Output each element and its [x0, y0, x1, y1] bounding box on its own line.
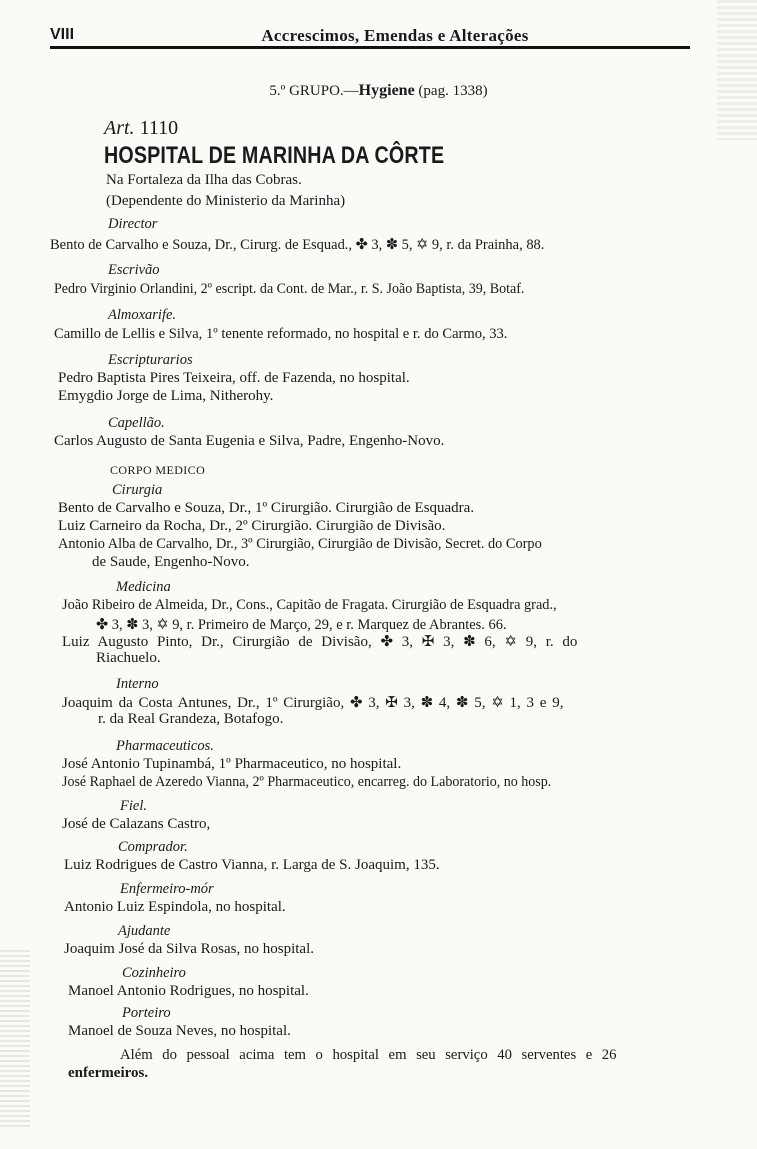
line-pharm-2: José Raphael de Azeredo Vianna, 2º Pharmaceutico, encarreg. do Laboratorio, no hosp. [62, 774, 552, 790]
article-dependency: (Dependente do Ministerio da Marinha) [106, 193, 346, 209]
role-medicina: Medicina [116, 579, 171, 595]
line-medicina-1: João Ribeiro de Almeida, Dr., Cons., Capitão de Fragata. Cirurgião de Esquadra grad., [62, 597, 557, 613]
article-number [104, 117, 178, 140]
section-corpo-medico: CORPO MEDICO [110, 463, 206, 477]
line-escripturario-2: Emygdio Jorge de Lima, Nitherohy. [58, 388, 274, 404]
line-porteiro: Manoel de Souza Neves, no hospital. [68, 1023, 291, 1039]
line-enfermeiro-mor: Antonio Luiz Espindola, no hospital. [64, 899, 286, 915]
article-label: Art. [104, 117, 135, 139]
role-escrivao: Escrivão [108, 262, 160, 278]
closing-line-1: Além do pessoal acima tem o hospital em seu serviço 40 serventes e 26 [120, 1047, 617, 1063]
role-fiel: Fiel. [120, 798, 147, 814]
line-capellao: Carlos Augusto de Santa Eugenia e Silva, Padre, Engenho-Novo. [54, 433, 445, 449]
line-comprador: Luiz Rodrigues de Castro Vianna, r. Larga de S. Joaquim, 135. [64, 857, 440, 873]
line-escrivao: Pedro Virginio Orlandini, 2º escript. da Cont. de Mar., r. S. João Baptista, 39, Botaf. [54, 281, 525, 297]
closing-line-2: enfermeiros. [68, 1065, 149, 1081]
line-cozinheiro: Manoel Antonio Rodrigues, no hospital. [68, 983, 309, 999]
article-location: Na Fortaleza da Ilha das Cobras. [106, 172, 302, 188]
line-cirurgia-1: Bento de Carvalho e Souza, Dr., 1º Cirurgião. Cirurgião de Esquadra. [58, 500, 475, 516]
article-num: 1110 [139, 117, 179, 139]
line-ajudante: Joaquim José da Silva Rosas, no hospital. [64, 941, 314, 957]
role-enfermeiro-mor: Enfermeiro-mór [120, 881, 214, 897]
line-fiel: José de Calazans Castro, [62, 816, 211, 832]
line-cirurgia-2: Luiz Carneiro da Rocha, Dr., 2º Cirurgião. Cirurgião de Divisão. [58, 518, 446, 534]
role-interno: Interno [116, 676, 159, 692]
line-medicina-4: Riachuelo. [96, 650, 161, 666]
article-title: HOSPITAL DE MARINHA DA CÔRTE [104, 142, 445, 169]
line-escripturario-1: Pedro Baptista Pires Teixeira, off. de Fazenda, no hospital. [58, 370, 410, 386]
scan-edge-noise [717, 0, 757, 140]
line-interno-2: r. da Real Grandeza, Botafogo. [98, 711, 284, 727]
line-medicina-2: ✤ 3, ✽ 3, ✡ 9, r. Primeiro de Março, 29, e r. Marquez de Abrantes. 66. [96, 617, 507, 633]
role-escripturarios: Escripturarios [108, 352, 193, 368]
page-header [50, 24, 690, 49]
line-cirurgia-4: de Saude, Engenho-Novo. [92, 554, 250, 570]
scan-left-noise [0, 950, 30, 1130]
group-name: Hygiene [358, 82, 415, 99]
role-almoxarife: Almoxarife. [108, 307, 177, 323]
role-pharmaceuticos: Pharmaceuticos. [116, 738, 214, 754]
page-number: VIII [50, 26, 75, 43]
role-cirurgia: Cirurgia [112, 482, 163, 498]
line-pharm-1: José Antonio Tupinambá, 1º Pharmaceutico, no hospital. [62, 756, 402, 772]
line-cirurgia-3: Antonio Alba de Carvalho, Dr., 3º Cirurgião, Cirurgião de Divisão, Secret. do Corpo [58, 536, 542, 552]
line-director: Bento de Carvalho e Souza, Dr., Cirurg. de Esquad., ✤ 3, ✽ 5, ✡ 9, r. da Prainha, 88. [50, 237, 545, 253]
role-director: Director [108, 216, 158, 232]
role-comprador: Comprador. [118, 839, 188, 855]
group-heading [0, 82, 757, 100]
line-almoxarife: Camillo de Lellis e Silva, 1º tenente reformado, no hospital e r. do Carmo, 33. [54, 326, 508, 342]
role-porteiro: Porteiro [122, 1005, 171, 1021]
line-medicina-3: Luiz Augusto Pinto, Dr., Cirurgião de Divisão, ✤ 3, ✠ 3, ✽ 6, ✡ 9, r. do [62, 634, 578, 650]
role-capellao: Capellão. [108, 415, 165, 431]
running-title: Accrescimos, Emendas e Alterações [261, 26, 529, 45]
line-interno-1: Joaquim da Costa Antunes, Dr., 1º Cirurgião, ✤ 3, ✠ 3, ✽ 4, ✽ 5, ✡ 1, 3 e 9, [62, 695, 564, 711]
group-prefix: 5.º GRUPO.— [269, 83, 359, 99]
group-page-ref: (pag. 1338) [418, 83, 488, 99]
role-cozinheiro: Cozinheiro [122, 965, 186, 981]
role-ajudante: Ajudante [118, 923, 171, 939]
